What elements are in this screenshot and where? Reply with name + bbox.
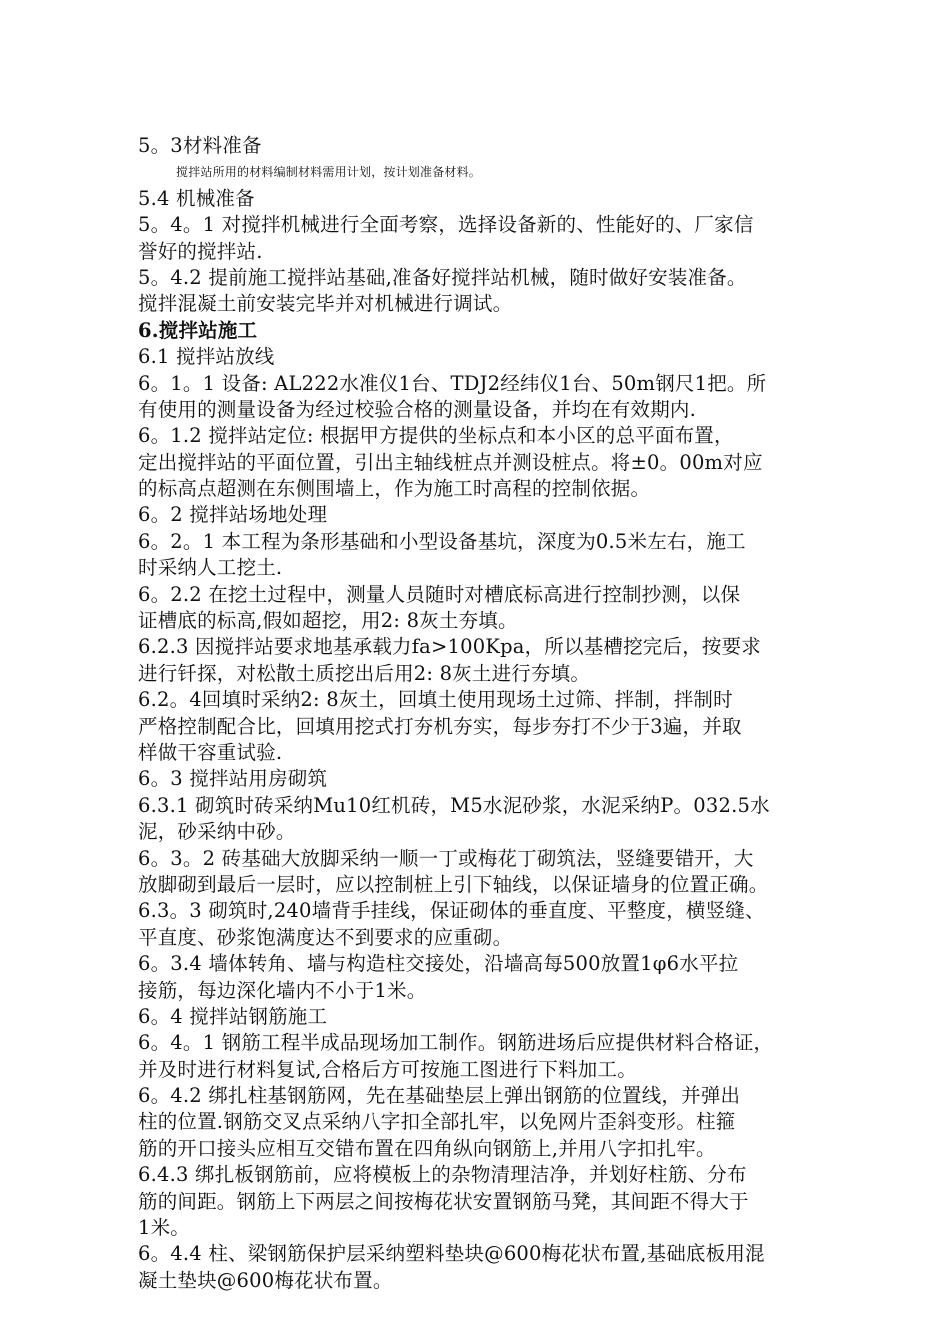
text-line: 6。4.2 绑扎柱基钢筋网，先在基础垫层上弹出钢筋的位置线，并弹出 (138, 1084, 741, 1108)
text-line: 接筋，每边深化墙内不小于1米。 (138, 978, 427, 1002)
text-line: 并及时进行材料复试,合格后方可按施工图进行下料加工。 (138, 1057, 637, 1081)
text-line: 6。3.4 墙体转角、墙与构造柱交接处，沿墙高每500放置1φ6水平拉 (138, 952, 739, 976)
text-line: 5.4 机械准备 (138, 186, 255, 210)
text-line: 6.3。3 砌筑时,240墙背手挂线，保证砌体的垂直度、平整度，横竖缝、 (138, 899, 765, 923)
text-line: 6。4。1 钢筋工程半成品现场加工制作。钢筋进场后应提供材料合格证， (138, 1031, 774, 1055)
text-line: 定出搅拌站的平面位置，引出主轴线桩点并测设桩点。将±0。00m对应 (138, 450, 763, 474)
text-line: 6。1。1 设备: AL222水准仪1台、TDJ2经纬仪1台、50m钢尺1把。所 (138, 371, 767, 395)
text-line: 筋的开口接头应相互交错布置在四角纵向钢筋上,并用八字扣扎牢。 (138, 1136, 716, 1160)
text-line: 6。4 搅拌站钢筋施工 (138, 1004, 328, 1028)
section-heading: 6.搅拌站施工 (138, 318, 258, 342)
text-line: 6。2.2 在挖土过程中，测量人员随时对槽底标高进行控制抄测，以保 (138, 582, 741, 606)
text-line: 6.2。4回填时采纳2: 8灰土，回填土使用现场土过筛、拌制，拌制时 (138, 688, 733, 712)
text-line: 5。4.2 提前施工搅拌站基础,准备好搅拌站机械，随时做好安装准备。 (138, 265, 747, 289)
text-line: 5。4。1 对搅拌机械进行全面考察，选择设备新的、性能好的、厂家信 (138, 213, 754, 237)
document-body (138, 133, 838, 1294)
text-line: 泥，砂采纳中砂。 (138, 820, 296, 844)
text-line: 柱的位置.钢筋交叉点采纳八字扣全部扎牢，以免网片歪斜变形。柱箍 (138, 1110, 736, 1134)
text-line: 6.4.3 绑扎板钢筋前，应将模板上的杂物清理洁净，并划好柱筋、分布 (138, 1163, 747, 1187)
text-line: 6.3.1 砌筑时砖采纳Mu10红机砖，M5水泥砂浆，水泥采纳P。032.5水 (138, 793, 770, 817)
text-line: 筋的间距。钢筋上下两层之间按梅花状安置钢筋马凳，其间距不得大于 (138, 1189, 749, 1213)
text-line: 誉好的搅拌站. (138, 239, 263, 263)
text-line: 6。3 搅拌站用房砌筑 (138, 767, 328, 791)
text-line: 6.1 搅拌站放线 (138, 345, 275, 369)
text-line: 搅拌站所用的材料编制材料需用计划，按计划准备材料。 (176, 165, 482, 180)
text-line: 放脚砌到最后一层时，应以控制桩上引下轴线，以保证墙身的位置正确。 (138, 872, 769, 896)
text-line: 6。4.4 柱、梁钢筋保护层采纳塑料垫块@600梅花状布置,基础底板用混 (138, 1242, 765, 1266)
text-line: 的标高点超测在东侧围墙上，作为施工时高程的控制依据。 (138, 477, 651, 501)
text-line: 6。2 搅拌站场地处理 (138, 503, 328, 527)
text-line: 有使用的测量设备为经过校验合格的测量设备，并均在有效期内. (138, 397, 696, 421)
text-line: 凝土垫块@600梅花状布置。 (138, 1268, 393, 1292)
text-line: 6。2。1 本工程为条形基础和小型设备基坑，深度为0.5米左右，施工 (138, 529, 746, 553)
text-line: 时采纳人工挖土. (138, 556, 283, 580)
text-line: 搅拌混凝土前安装完毕并对机械进行调试。 (138, 292, 513, 316)
text-line: 平直度、砂浆饱满度达不到要求的应重砌。 (138, 925, 513, 949)
text-line: 进行钎探，对松散土质挖出后用2: 8灰土进行夯填。 (138, 661, 591, 685)
text-line: 严格控制配合比，回填用挖式打夯机夯实，每步夯打不少于3遍，并取 (138, 714, 742, 738)
text-line: 6。3。2 砖基础大放脚采纳一顺一丁或梅花丁砌筑法，竖缝要错开，大 (138, 846, 754, 870)
text-line: 1米。 (138, 1216, 191, 1240)
text-line: 5。3材料准备 (138, 134, 262, 157)
text-line: 样做干容重试验. (138, 740, 283, 764)
text-line: 6。1.2 搅拌站定位: 根据甲方提供的坐标点和本小区的总平面布置， (138, 424, 734, 448)
text-line: 6.2.3 因搅拌站要求地基承载力fa>100Kpa，所以基槽挖完后，按要求 (138, 635, 761, 659)
text-line: 证槽底的标高,假如超挖，用2: 8灰土夯填。 (138, 609, 518, 633)
